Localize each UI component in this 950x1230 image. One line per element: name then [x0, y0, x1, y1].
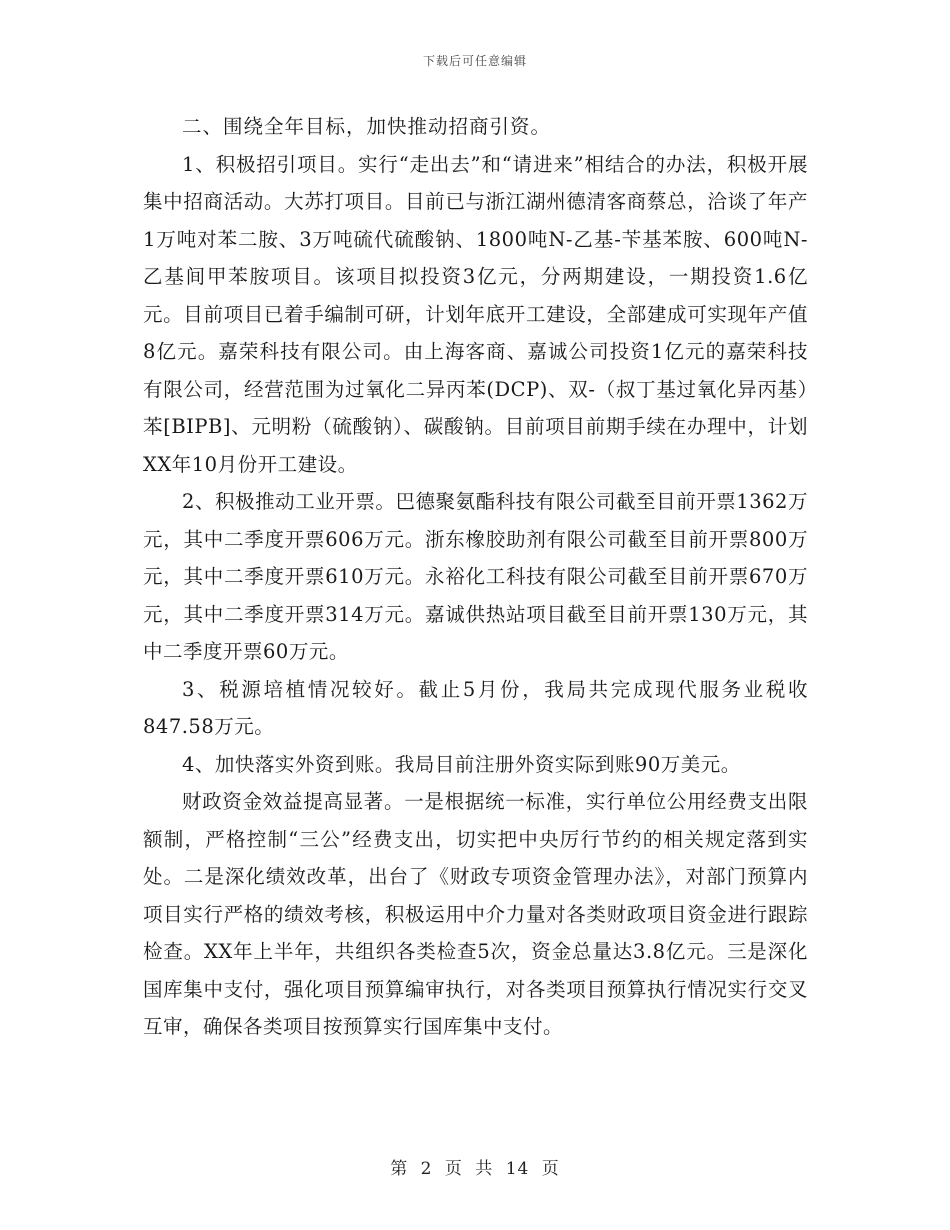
section-heading: 二、围绕全年目标，加快推动招商引资。	[182, 115, 552, 138]
paragraph-foreign-capital: 4、加快落实外资到账。我局目前注册外资实际到账90万美元。	[182, 752, 741, 776]
paragraph-fiscal-efficiency: 财政资金效益提高显著。一是根据统一标准，实行单位公用经费支出限额制，严格控制“三公”经费支出，切实把中央厉行节约的相关规定落到实处。二是深化绩效改革，出台了《财政专项资金管理办法》，对部门预算内项目实行严格的绩效考核，积极运用中介力量对各类财政项目资金进行跟踪检查。XX年上半年，共组织各类检查5次，资金总量达3.8亿元。三是深化国库集中支付，强化项目预算编审执行，对各类项目预算执行情况实行交叉互审，确保各类项目按预算实行国库集中支付。	[143, 790, 808, 1038]
page-number: 第 2 页 共 14 页	[390, 1159, 560, 1179]
page-header-note: 下载后可任意编辑	[422, 54, 527, 68]
document-body	[143, 108, 808, 1046]
paragraph-tax-source: 3、税源培植情况较好。截止5月份，我局共完成现代服务业税收847.58万元。	[143, 677, 808, 738]
paragraph-industrial-invoicing: 2、积极推动工业开票。巴德聚氨酯科技有限公司截至目前开票1362万元，其中二季度开票606万元。浙东橡胶助剂有限公司截至目前开票800万元，其中二季度开票610万元。永裕化工科技有限公司截至目前开票670万元，其中二季度开票314万元。嘉诚供热站项目截至目前开票130万元，其中二季度开票60万元。	[143, 490, 808, 663]
paragraph-investment-projects: 1、积极招引项目。实行“走出去”和“请进来”相结合的办法，积极开展集中招商活动。大苏打项目。目前已与浙江湖州德清客商蔡总，洽谈了年产1万吨对苯二胺、3万吨硫代硫酸钠、1800吨N-乙基-苄基苯胺、600吨N-乙基间甲苯胺项目。该项目拟投资3亿元，分两期建设，一期投资1.6亿元。目前项目已着手编制可研，计划年底开工建设，全部建成可实现年产值8亿元。嘉荣科技有限公司。由上海客商、嘉诚公司投资1亿元的嘉荣科技有限公司，经营范围为过氧化二异丙苯(DCP)、双-（叔丁基过氧化异丙基）苯[BIPB]、元明粉（硫酸钠）、碳酸钠。目前项目前期手续在办理中，计划XX年10月份开工建设。	[143, 152, 808, 476]
